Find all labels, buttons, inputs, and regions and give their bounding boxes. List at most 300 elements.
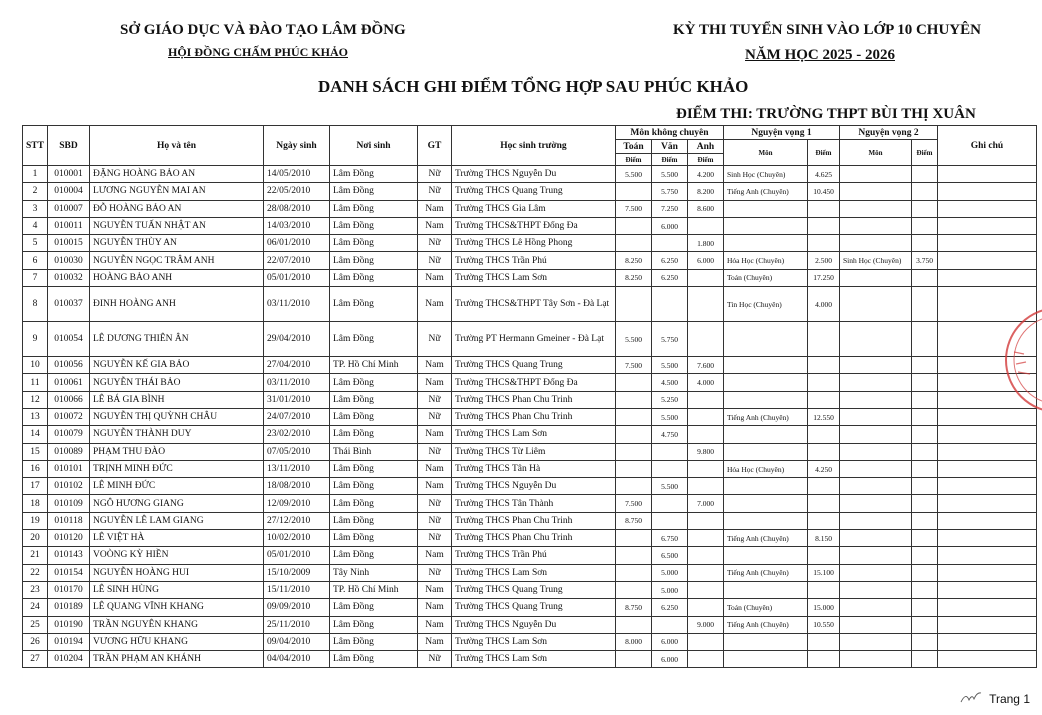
cell-choice2-subject <box>840 408 912 425</box>
cell-gender: Nữ <box>418 408 452 425</box>
col-lit-score: Điểm <box>652 154 688 166</box>
cell-math-score: 7.500 <box>616 200 652 217</box>
cell-school: Trường THCS Gia Lâm <box>452 200 616 217</box>
cell-dob: 04/04/2010 <box>264 651 330 668</box>
cell-choice2-subject <box>840 166 912 183</box>
cell-sbd: 010066 <box>48 391 90 408</box>
cell-stt: 6 <box>23 252 48 269</box>
cell-name: ĐẶNG HOÀNG BẢO AN <box>90 166 264 183</box>
cell-dob: 18/08/2010 <box>264 478 330 495</box>
cell-choice1-subject <box>724 426 808 443</box>
cell-note <box>938 478 1037 495</box>
cell-gender: Nữ <box>418 495 452 512</box>
cell-lit-score <box>652 616 688 633</box>
cell-choice2-score <box>912 426 938 443</box>
cell-choice1-score <box>808 200 840 217</box>
cell-choice1-subject: Tin Học (Chuyên) <box>724 287 808 322</box>
cell-choice1-score: 10.550 <box>808 616 840 633</box>
table-row <box>23 564 1037 581</box>
cell-school: Trường THCS Quang Trung <box>452 599 616 616</box>
cell-eng-score <box>688 651 724 668</box>
cell-choice1-subject <box>724 217 808 234</box>
cell-school: Trường THCS&THPT Tây Sơn - Đà Lạt <box>452 287 616 322</box>
cell-stt: 21 <box>23 547 48 564</box>
cell-stt: 7 <box>23 269 48 286</box>
cell-school: Trường THCS Quang Trung <box>452 581 616 598</box>
cell-name: NGUYỄN LÊ LAM GIANG <box>90 512 264 529</box>
cell-gender: Nữ <box>418 391 452 408</box>
cell-choice2-score <box>912 460 938 477</box>
cell-stt: 20 <box>23 530 48 547</box>
table-header <box>23 126 1037 166</box>
cell-math-score <box>616 287 652 322</box>
cell-lit-score: 5.500 <box>652 166 688 183</box>
cell-dob: 06/01/2010 <box>264 235 330 252</box>
cell-choice2-subject <box>840 581 912 598</box>
cell-choice2-subject <box>840 633 912 650</box>
cell-note <box>938 564 1037 581</box>
cell-birthplace: Lâm Đồng <box>330 183 418 200</box>
table-row <box>23 478 1037 495</box>
cell-math-score <box>616 530 652 547</box>
cell-choice2-subject <box>840 426 912 443</box>
cell-sbd: 010011 <box>48 217 90 234</box>
cell-choice1-score <box>808 357 840 374</box>
cell-stt: 15 <box>23 443 48 460</box>
cell-lit-score: 6.000 <box>652 651 688 668</box>
cell-math-score: 8.750 <box>616 512 652 529</box>
cell-lit-score <box>652 512 688 529</box>
table-row <box>23 374 1037 391</box>
table-row <box>23 633 1037 650</box>
cell-choice1-score <box>808 391 840 408</box>
cell-school: Trường THCS Trần Phú <box>452 252 616 269</box>
cell-name: VOÒNG KỲ HIỀN <box>90 547 264 564</box>
cell-eng-score <box>688 547 724 564</box>
col-choice2-subject: Môn <box>840 140 912 166</box>
cell-gender: Nam <box>418 547 452 564</box>
cell-note <box>938 651 1037 668</box>
cell-sbd: 010143 <box>48 547 90 564</box>
cell-choice1-score <box>808 547 840 564</box>
cell-choice2-score <box>912 166 938 183</box>
cell-name: NGUYỄN THÀNH DUY <box>90 426 264 443</box>
cell-math-score <box>616 478 652 495</box>
cell-choice1-score: 17.250 <box>808 269 840 286</box>
cell-choice1-subject <box>724 235 808 252</box>
cell-note <box>938 460 1037 477</box>
cell-stt: 12 <box>23 391 48 408</box>
cell-choice1-subject <box>724 581 808 598</box>
col-eng-score: Điểm <box>688 154 724 166</box>
cell-eng-score <box>688 460 724 477</box>
cell-choice1-score: 15.000 <box>808 599 840 616</box>
council-name: HỘI ĐỒNG CHẤM PHÚC KHẢO <box>168 45 348 59</box>
cell-choice2-subject <box>840 495 912 512</box>
cell-choice1-subject: Tiếng Anh (Chuyên) <box>724 564 808 581</box>
cell-choice1-subject: Tiếng Anh (Chuyên) <box>724 183 808 200</box>
cell-choice2-subject <box>840 530 912 547</box>
cell-choice1-score <box>808 235 840 252</box>
cell-dob: 22/05/2010 <box>264 183 330 200</box>
cell-choice1-subject <box>724 374 808 391</box>
cell-birthplace: Lâm Đồng <box>330 217 418 234</box>
col-stt: STT <box>23 126 48 166</box>
cell-stt: 22 <box>23 564 48 581</box>
cell-stt: 3 <box>23 200 48 217</box>
cell-dob: 03/11/2010 <box>264 287 330 322</box>
cell-name: NGUYỄN THỊ QUỲNH CHÂU <box>90 408 264 425</box>
cell-dob: 03/11/2010 <box>264 374 330 391</box>
cell-gender: Nữ <box>418 651 452 668</box>
cell-math-score: 8.250 <box>616 252 652 269</box>
cell-dob: 15/10/2009 <box>264 564 330 581</box>
cell-dob: 23/02/2010 <box>264 426 330 443</box>
cell-math-score <box>616 408 652 425</box>
cell-sbd: 010118 <box>48 512 90 529</box>
cell-birthplace: Lâm Đồng <box>330 287 418 322</box>
cell-lit-score: 5.500 <box>652 408 688 425</box>
cell-gender: Nam <box>418 478 452 495</box>
cell-note <box>938 200 1037 217</box>
cell-birthplace: Lâm Đồng <box>330 599 418 616</box>
cell-choice1-score: 4.000 <box>808 287 840 322</box>
table-row <box>23 287 1037 322</box>
table-row <box>23 443 1037 460</box>
cell-eng-score <box>688 512 724 529</box>
cell-eng-score <box>688 426 724 443</box>
cell-math-score: 8.750 <box>616 599 652 616</box>
cell-lit-score <box>652 495 688 512</box>
cell-dob: 31/01/2010 <box>264 391 330 408</box>
cell-choice1-score <box>808 633 840 650</box>
table-body <box>23 166 1037 668</box>
cell-choice1-score <box>808 581 840 598</box>
cell-choice1-subject: Hóa Học (Chuyên) <box>724 252 808 269</box>
col-dob: Ngày sinh <box>264 126 330 166</box>
cell-math-score <box>616 443 652 460</box>
cell-name: HOÀNG BẢO ANH <box>90 269 264 286</box>
cell-name: TRỊNH MINH ĐỨC <box>90 460 264 477</box>
cell-school: Trường THCS Lê Hồng Phong <box>452 235 616 252</box>
cell-birthplace: Lâm Đồng <box>330 512 418 529</box>
cell-school: Trường THCS Nguyễn Du <box>452 616 616 633</box>
cell-stt: 25 <box>23 616 48 633</box>
red-seal-stamp <box>996 300 1042 420</box>
cell-note <box>938 235 1037 252</box>
cell-choice1-subject: Sinh Học (Chuyên) <box>724 166 808 183</box>
cell-dob: 27/04/2010 <box>264 357 330 374</box>
cell-note <box>938 217 1037 234</box>
cell-note <box>938 443 1037 460</box>
cell-choice1-score: 2.500 <box>808 252 840 269</box>
cell-eng-score <box>688 391 724 408</box>
cell-choice1-subject <box>724 322 808 357</box>
cell-name: LÊ QUANG VĨNH KHANG <box>90 599 264 616</box>
cell-name: NGUYỄN HOÀNG HUI <box>90 564 264 581</box>
cell-lit-score: 5.750 <box>652 183 688 200</box>
cell-sbd: 010032 <box>48 269 90 286</box>
cell-school: Trường THCS Lam Sơn <box>452 269 616 286</box>
cell-name: PHẠM THU ĐÀO <box>90 443 264 460</box>
cell-choice2-score <box>912 391 938 408</box>
cell-choice2-score <box>912 357 938 374</box>
cell-math-score <box>616 217 652 234</box>
cell-school: Trường THCS Lam Sơn <box>452 426 616 443</box>
department-name: SỞ GIÁO DỤC VÀ ĐÀO TẠO LÂM ĐỒNG <box>120 22 406 38</box>
cell-lit-score: 6.000 <box>652 217 688 234</box>
cell-stt: 26 <box>23 633 48 650</box>
cell-lit-score <box>652 235 688 252</box>
cell-math-score <box>616 235 652 252</box>
cell-school: Trường THCS Phan Chu Trinh <box>452 391 616 408</box>
table-row <box>23 460 1037 477</box>
cell-gender: Nữ <box>418 322 452 357</box>
cell-choice2-score <box>912 633 938 650</box>
cell-birthplace: TP. Hồ Chí Minh <box>330 357 418 374</box>
table-row <box>23 183 1037 200</box>
cell-note <box>938 512 1037 529</box>
cell-stt: 14 <box>23 426 48 443</box>
cell-name: TRẦN PHẠM AN KHÁNH <box>90 651 264 668</box>
table-row <box>23 391 1037 408</box>
table-row <box>23 651 1037 668</box>
cell-choice1-score <box>808 217 840 234</box>
cell-choice1-subject <box>724 633 808 650</box>
cell-choice2-score <box>912 512 938 529</box>
cell-name: NGUYỄN THÙY AN <box>90 235 264 252</box>
cell-math-score <box>616 183 652 200</box>
cell-eng-score <box>688 564 724 581</box>
cell-lit-score: 6.250 <box>652 599 688 616</box>
cell-sbd: 010004 <box>48 183 90 200</box>
table-row <box>23 512 1037 529</box>
cell-eng-score: 8.200 <box>688 183 724 200</box>
cell-school: Trường THCS Trần Phú <box>452 547 616 564</box>
cell-birthplace: Lâm Đồng <box>330 269 418 286</box>
cell-stt: 5 <box>23 235 48 252</box>
cell-eng-score <box>688 217 724 234</box>
cell-dob: 28/08/2010 <box>264 200 330 217</box>
cell-note <box>938 599 1037 616</box>
col-nonspec: Môn không chuyên <box>616 126 724 140</box>
cell-sbd: 010190 <box>48 616 90 633</box>
cell-sbd: 010079 <box>48 426 90 443</box>
cell-name: TRẦN NGUYÊN KHANG <box>90 616 264 633</box>
cell-gender: Nữ <box>418 512 452 529</box>
cell-eng-score <box>688 287 724 322</box>
cell-dob: 07/05/2010 <box>264 443 330 460</box>
cell-name: LÊ MINH ĐỨC <box>90 478 264 495</box>
cell-note <box>938 252 1037 269</box>
cell-lit-score: 7.250 <box>652 200 688 217</box>
cell-choice2-score <box>912 530 938 547</box>
cell-eng-score <box>688 530 724 547</box>
cell-choice2-subject <box>840 357 912 374</box>
cell-birthplace: Lâm Đồng <box>330 322 418 357</box>
cell-sbd: 010109 <box>48 495 90 512</box>
col-eng: Anh <box>688 140 724 154</box>
score-table <box>22 125 1037 668</box>
cell-school: Trường THCS Từ Liêm <box>452 443 616 460</box>
cell-lit-score: 5.000 <box>652 581 688 598</box>
cell-choice2-score <box>912 269 938 286</box>
initials-mark <box>960 690 982 704</box>
cell-name: ĐỖ HOÀNG BẢO AN <box>90 200 264 217</box>
cell-birthplace: Lâm Đồng <box>330 391 418 408</box>
table-row <box>23 269 1037 286</box>
col-birthplace: Nơi sinh <box>330 126 418 166</box>
cell-birthplace: TP. Hồ Chí Minh <box>330 581 418 598</box>
table-row <box>23 166 1037 183</box>
col-choice2-score: Điểm <box>912 140 938 166</box>
cell-school: Trường THCS Lam Sơn <box>452 651 616 668</box>
cell-choice1-score: 15.100 <box>808 564 840 581</box>
cell-sbd: 010061 <box>48 374 90 391</box>
cell-eng-score <box>688 633 724 650</box>
cell-lit-score: 6.250 <box>652 252 688 269</box>
cell-stt: 1 <box>23 166 48 183</box>
cell-choice2-subject <box>840 269 912 286</box>
cell-sbd: 010001 <box>48 166 90 183</box>
cell-birthplace: Lâm Đồng <box>330 651 418 668</box>
cell-name: NGUYỄN TUẤN NHẬT AN <box>90 217 264 234</box>
col-choice2: Nguyện vọng 2 <box>840 126 938 140</box>
cell-birthplace: Lâm Đồng <box>330 374 418 391</box>
cell-stt: 16 <box>23 460 48 477</box>
cell-eng-score <box>688 322 724 357</box>
table-row <box>23 322 1037 357</box>
cell-choice1-subject: Tiếng Anh (Chuyên) <box>724 616 808 633</box>
cell-dob: 14/05/2010 <box>264 166 330 183</box>
cell-sbd: 010015 <box>48 235 90 252</box>
table-row <box>23 200 1037 217</box>
cell-lit-score: 4.750 <box>652 426 688 443</box>
cell-choice2-subject <box>840 512 912 529</box>
cell-dob: 27/12/2010 <box>264 512 330 529</box>
cell-school: Trường THCS Tân Thành <box>452 495 616 512</box>
cell-gender: Nam <box>418 357 452 374</box>
col-school: Học sinh trường <box>452 126 616 166</box>
cell-choice1-subject <box>724 200 808 217</box>
cell-math-score <box>616 460 652 477</box>
table-row <box>23 495 1037 512</box>
col-choice1-subject: Môn <box>724 140 808 166</box>
cell-dob: 29/04/2010 <box>264 322 330 357</box>
cell-math-score <box>616 547 652 564</box>
table-row <box>23 599 1037 616</box>
cell-choice2-score <box>912 564 938 581</box>
table-row <box>23 357 1037 374</box>
cell-note <box>938 495 1037 512</box>
cell-lit-score: 5.250 <box>652 391 688 408</box>
cell-name: LÊ BÁ GIA BÌNH <box>90 391 264 408</box>
cell-choice2-score <box>912 287 938 322</box>
cell-lit-score <box>652 287 688 322</box>
table-row <box>23 547 1037 564</box>
cell-math-score: 8.000 <box>616 633 652 650</box>
cell-dob: 24/07/2010 <box>264 408 330 425</box>
cell-note <box>938 183 1037 200</box>
cell-sbd: 010102 <box>48 478 90 495</box>
cell-choice1-subject: Hóa Học (Chuyên) <box>724 460 808 477</box>
cell-gender: Nữ <box>418 183 452 200</box>
table-row <box>23 426 1037 443</box>
cell-name: NGUYỄN NGỌC TRÂM ANH <box>90 252 264 269</box>
cell-gender: Nam <box>418 287 452 322</box>
cell-sbd: 010101 <box>48 460 90 477</box>
cell-choice1-score <box>808 322 840 357</box>
cell-choice2-score <box>912 443 938 460</box>
cell-name: NGUYỄN KẾ GIA BẢO <box>90 357 264 374</box>
cell-note <box>938 616 1037 633</box>
cell-lit-score: 6.500 <box>652 547 688 564</box>
cell-choice2-subject <box>840 460 912 477</box>
cell-gender: Nữ <box>418 564 452 581</box>
col-math: Toán <box>616 140 652 154</box>
cell-lit-score: 6.250 <box>652 269 688 286</box>
cell-gender: Nam <box>418 200 452 217</box>
cell-stt: 4 <box>23 217 48 234</box>
cell-gender: Nam <box>418 460 452 477</box>
exam-venue: ĐIỂM THI: TRƯỜNG THPT BÙI THỊ XUÂN <box>676 106 976 122</box>
cell-math-score <box>616 581 652 598</box>
cell-choice2-subject <box>840 564 912 581</box>
cell-choice2-score <box>912 478 938 495</box>
cell-choice2-score <box>912 616 938 633</box>
cell-eng-score: 6.000 <box>688 252 724 269</box>
cell-choice1-score: 10.450 <box>808 183 840 200</box>
cell-choice2-score <box>912 235 938 252</box>
cell-note <box>938 633 1037 650</box>
school-year: NĂM HỌC 2025 - 2026 <box>745 47 895 63</box>
cell-school: Trường THCS Phan Chu Trinh <box>452 530 616 547</box>
col-lit: Văn <box>652 140 688 154</box>
cell-gender: Nam <box>418 633 452 650</box>
cell-dob: 15/11/2010 <box>264 581 330 598</box>
cell-sbd: 010037 <box>48 287 90 322</box>
cell-school: Trường THCS Nguyễn Du <box>452 166 616 183</box>
cell-choice1-subject <box>724 443 808 460</box>
cell-birthplace: Thái Bình <box>330 443 418 460</box>
cell-choice1-score: 4.250 <box>808 460 840 477</box>
cell-birthplace: Tây Ninh <box>330 564 418 581</box>
cell-gender: Nữ <box>418 166 452 183</box>
cell-stt: 27 <box>23 651 48 668</box>
cell-eng-score: 4.000 <box>688 374 724 391</box>
cell-math-score: 8.250 <box>616 269 652 286</box>
cell-stt: 17 <box>23 478 48 495</box>
table-row <box>23 530 1037 547</box>
cell-math-score: 5.500 <box>616 322 652 357</box>
cell-school: Trường THCS&THPT Đống Đa <box>452 217 616 234</box>
cell-school: Trường THCS Phan Chu Trinh <box>452 408 616 425</box>
cell-choice1-subject <box>724 512 808 529</box>
cell-gender: Nữ <box>418 235 452 252</box>
cell-stt: 23 <box>23 581 48 598</box>
col-sbd: SBD <box>48 126 90 166</box>
cell-choice1-score <box>808 651 840 668</box>
cell-gender: Nam <box>418 269 452 286</box>
cell-math-score <box>616 391 652 408</box>
cell-sbd: 010189 <box>48 599 90 616</box>
cell-birthplace: Lâm Đồng <box>330 530 418 547</box>
cell-choice1-subject <box>724 478 808 495</box>
cell-birthplace: Lâm Đồng <box>330 426 418 443</box>
cell-note <box>938 166 1037 183</box>
cell-dob: 05/01/2010 <box>264 269 330 286</box>
cell-choice2-score <box>912 200 938 217</box>
